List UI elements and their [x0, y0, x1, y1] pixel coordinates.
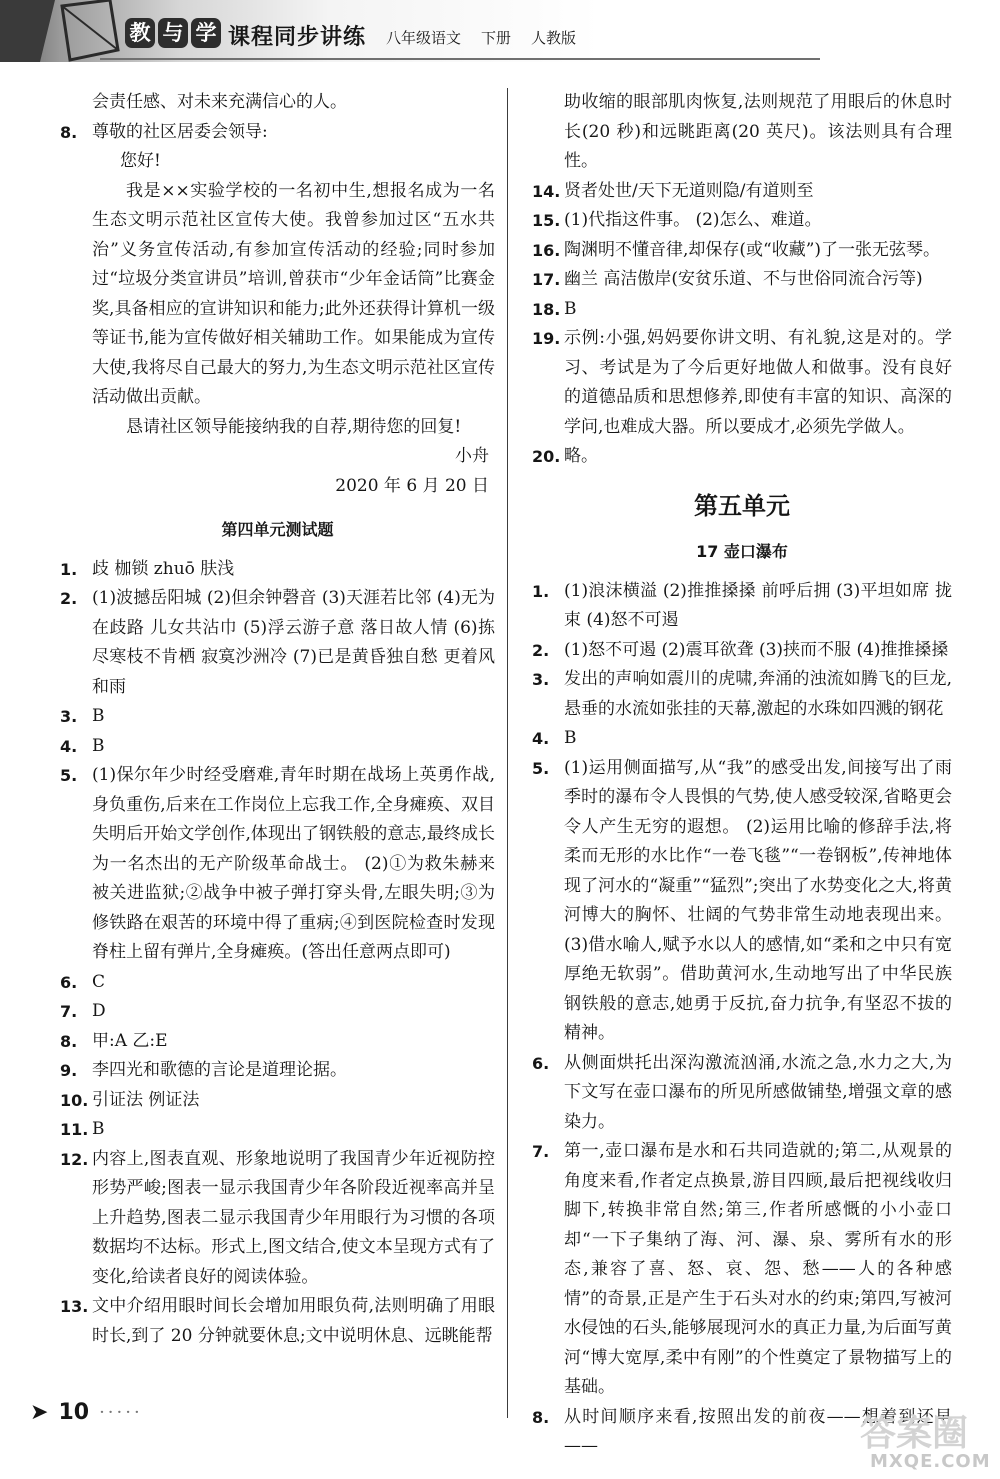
answer-item [532, 636, 952, 666]
item-text: (1)保尔年少时经受磨难,青年时期在战场上英勇作战,身负重伤,后来在工作岗位上忘我工作,全身瘫痪、双目失明后开始文学创作,体现出了钢铁般的意志,最终成长为一名杰出的无产阶级革命战士。 (2)①为救朱赫来被关进监狱;②战争中被子弹打穿头骨,左眼失明;③为修铁路在艰苦的环境中得了重病;④到医院检查时发现脊柱上留有弹片,全身瘫痪。(答出任意两点即可) [92, 765, 495, 962]
item-number: 7. [532, 1142, 550, 1161]
arrow-icon: ➤ [30, 1399, 49, 1425]
answer-item [532, 665, 952, 724]
item-number: 8. [60, 122, 78, 142]
answer-item [60, 584, 495, 702]
item-number: 4. [532, 729, 550, 748]
item-number: 19. [532, 329, 561, 348]
answer-item [60, 555, 495, 585]
item-number: 1. [532, 581, 550, 601]
item-number: 20. [532, 447, 561, 466]
answer-item [532, 236, 952, 266]
answer-item [60, 1086, 495, 1116]
answer-item [60, 1027, 495, 1057]
letter-body: 我是××实验学校的一名初中生,想报名成为一名生态文明示范社区宣传大使。我曾参加过区“五水共治”义务宣传活动,有参加宣传活动的经验;同时参加过“垃圾分类宣讲员”培训,曾获市“少年金话筒”比赛金奖,具备相应的宣讲知识和能力;此外还获得计算机一级等证书,能为宣传做好相关辅助工作。如果能成为宣传大使,我将尽自己最大的努力,为生态文明示范社区宣传活动做出贡献。 [92, 180, 495, 407]
item-number: 5. [532, 758, 550, 778]
answer-item [60, 118, 495, 148]
item-text: 第一,壶口瀑布是水和石共同造就的;第二,从观景的角度来看,作者定点换景,游目四顾,最后把视线收归脚下,转换非常自然;第三,作者所感慨的小小壶口却“一下子集纳了海、河、瀑、泉、雾所有水的形态,兼容了喜、怒、哀、怨、愁——人的各种感情”的奇景,正是产生于石头对水的约束;第四,写被河水侵蚀的石头,能够展现河水的真正力量,为后面写黄河“博大宽厚,柔中有刚”的个性奠定了景物描写上的基础。 [564, 1141, 952, 1397]
item-number: 18. [532, 299, 561, 319]
section-title: 第四单元测试题 [221, 520, 334, 539]
item-text: B [92, 735, 105, 756]
answer-item [532, 206, 952, 236]
answer-item [532, 724, 952, 754]
item-text: 略。 [564, 446, 598, 466]
item-text: 内容上,图表直观、形象地说明了我国青少年近视防控形势严峻;图表一显示我国青少年各阶段近视率高并呈上升趋势,图表二显示我国青少年用眼行为习惯的各项数据均不达标。形式上,图文结合,使文本呈现方式有了变化,给读者良好的阅读体验。 [92, 1148, 495, 1287]
answer-item [60, 732, 495, 762]
item-number: 5. [60, 766, 78, 785]
answer-item [60, 761, 495, 968]
unit-title: 第五单元 [694, 491, 790, 520]
item-number: 8. [60, 1031, 78, 1051]
item-text: B [564, 298, 577, 319]
column-divider [507, 88, 508, 1418]
item-text: 从时间顺序来看,按照出发的前夜——想着到还早—— [564, 1406, 952, 1456]
item-text: 李四光和歌德的言论是道理论据。 [92, 1060, 347, 1080]
item-number: 17. [532, 270, 561, 289]
logo [125, 18, 224, 50]
lesson-title: 17 壶口瀑布 [696, 542, 788, 561]
letter-date: 2020 年 6 月 20 日 [335, 475, 489, 496]
answer-item [60, 997, 495, 1027]
item-number: 14. [532, 181, 561, 201]
header-decoration [0, 0, 130, 62]
item-number: 2. [532, 640, 550, 660]
item-text: B [92, 1119, 105, 1139]
item-text: 文中介绍用眼时间长会增加用眼负荷,法则明确了用眼时长,到了 20 分钟就要休息;文中说明休息、远眺能帮 [92, 1296, 495, 1346]
letter-closing: 恳请社区领导能接纳我的自荐,期待您的回复! [126, 416, 462, 437]
item-text: (1)怒不可遏 (2)震耳欲聋 (3)挟而不服 (4)推推搡搡 [564, 639, 949, 660]
answer-item [60, 1056, 495, 1086]
answer-item [60, 1115, 495, 1145]
item-text: (1)代指这件事。 (2)怎么、难道。 [564, 210, 822, 230]
logo-char: 学 [191, 18, 221, 48]
letter-signature: 小舟 [455, 446, 489, 466]
page-number: 10 [58, 1399, 90, 1425]
left-column [60, 88, 495, 1351]
edition-label: 人教版 [531, 29, 577, 47]
item-number: 7. [60, 1002, 78, 1021]
answer-item [60, 1292, 495, 1351]
answer-item [60, 702, 495, 732]
answer-item [60, 1145, 495, 1293]
item-number: 1. [60, 559, 78, 579]
item-number: 9. [60, 1061, 78, 1080]
item-number: 13. [60, 1297, 89, 1316]
item-text: (1)运用侧面描写,从“我”的感受出发,间接写出了雨季时的瀑布令人畏惧的气势,使人感受较深,省略更会令人产生无穷的遐想。 (2)运用比喻的修辞手法,将柔而无形的水比作“一卷飞毯”“一卷钢板”,传神地体现了河水的“凝重”“猛烈”;突出了水势变化之大,将黄河博大的胸怀、壮阔的气势非常生动地表现出来。 (3)借水喻人,赋予水以人的感情,如“柔和之中只有宽厚绝无软弱”。借助黄河水,生动地写出了中华民族钢铁般的意志,她勇于反抗,奋力抗争,有坚忍不拔的精神。 [564, 757, 952, 1043]
continued-text: 会责任感、对未来充满信心的人。 [92, 92, 347, 112]
item-text: (1)波撼岳阳城 (2)但余钟磬音 (3)天涯若比邻 (4)无为在歧路 儿女共沾巾 (5)浮云游子意 落日故人情 (6)拣尽寒枝不肯栖 寂寞沙洲冷 (7)已是黄昏独自愁 更着风和雨 [92, 588, 495, 697]
answer-item [532, 265, 952, 295]
item-text: B [92, 706, 105, 726]
item-text: 陶渊明不懂音律,却保存(或“收藏”)了一张无弦琴。 [564, 239, 941, 260]
item-number: 10. [60, 1090, 89, 1110]
item-number: 6. [60, 972, 78, 992]
item-text: 贤者处世/天下无道则隐/有道则至 [564, 180, 814, 201]
logo-char: 教 [125, 18, 155, 48]
item-text: 尊敬的社区居委会领导: [92, 121, 268, 142]
header-rule [100, 58, 820, 60]
grade-label: 八年级语文 [386, 29, 462, 47]
answer-item [532, 754, 952, 1049]
item-number: 16. [532, 240, 561, 260]
item-number: 8. [532, 1407, 550, 1427]
page-footer [30, 1392, 143, 1432]
item-number: 12. [60, 1149, 89, 1169]
item-text: 幽兰 高洁傲岸(安贫乐道、不与世俗同流合污等) [564, 269, 923, 289]
item-text: 歧 枷锁 zhuō 肤浅 [92, 558, 235, 579]
answer-item [532, 1049, 952, 1138]
answer-item [532, 577, 952, 636]
item-number: 6. [532, 1053, 550, 1073]
answer-item [60, 968, 495, 998]
volume-label: 下册 [481, 29, 512, 47]
answer-item [532, 295, 952, 325]
page-dots: ····· [99, 1401, 143, 1423]
item-text: C [92, 971, 106, 992]
item-text: 从侧面烘托出深沟激流汹涌,水流之急,水力之大,为下文写在壶口瀑布的所见所感做铺垫,增强文章的感染力。 [564, 1052, 952, 1132]
watermark-logo: 答案圈 [860, 1413, 969, 1454]
answer-item [532, 177, 952, 207]
series-title: 课程同步讲练 [228, 25, 367, 50]
item-text: (1)浪沫横溢 (2)推推搡搡 前呼后拥 (3)平坦如席 拢 束 (4)怒不可遏 [564, 580, 952, 630]
header-meta [386, 27, 576, 48]
item-number: 15. [532, 211, 561, 230]
item-text: 引证法 例证法 [92, 1089, 200, 1110]
logo-char: 与 [158, 18, 188, 48]
item-number: 11. [60, 1120, 89, 1139]
answer-item [532, 1137, 952, 1403]
answer-item [532, 324, 952, 442]
item-number: 4. [60, 736, 78, 756]
right-column [532, 88, 952, 1462]
watermark [860, 1405, 990, 1473]
item-number: 2. [60, 589, 78, 608]
letter-greeting: 您好! [120, 151, 161, 171]
item-text: 发出的声响如震川的虎啸,奔涌的浊流如腾飞的巨龙,悬垂的水流如张挂的天幕,激起的水珠如四溅的钢花 [564, 669, 952, 719]
item-text: B [564, 728, 577, 748]
watermark-url: MXQE.COM [870, 1451, 991, 1472]
item-number: 3. [60, 707, 78, 726]
item-text: 示例:小强,妈妈要你讲文明、有礼貌,这是对的。学习、考试是为了今后更好地做人和做事。没有良好的道德品质和思想修养,即使有丰富的知识、高深的学问,也难成大器。所以要成才,必须先学做人。 [564, 328, 952, 437]
page-header [0, 0, 1000, 70]
item-number: 3. [532, 670, 550, 689]
item-text: 甲:A 乙:E [92, 1030, 168, 1051]
item-text: D [92, 1001, 106, 1021]
continued-text: 助收缩的眼部肌肉恢复,法则规范了用眼后的休息时长(20 秒)和远眺距离(20 英尺)。该法则具有合理性。 [564, 92, 952, 171]
answer-item [532, 442, 952, 472]
